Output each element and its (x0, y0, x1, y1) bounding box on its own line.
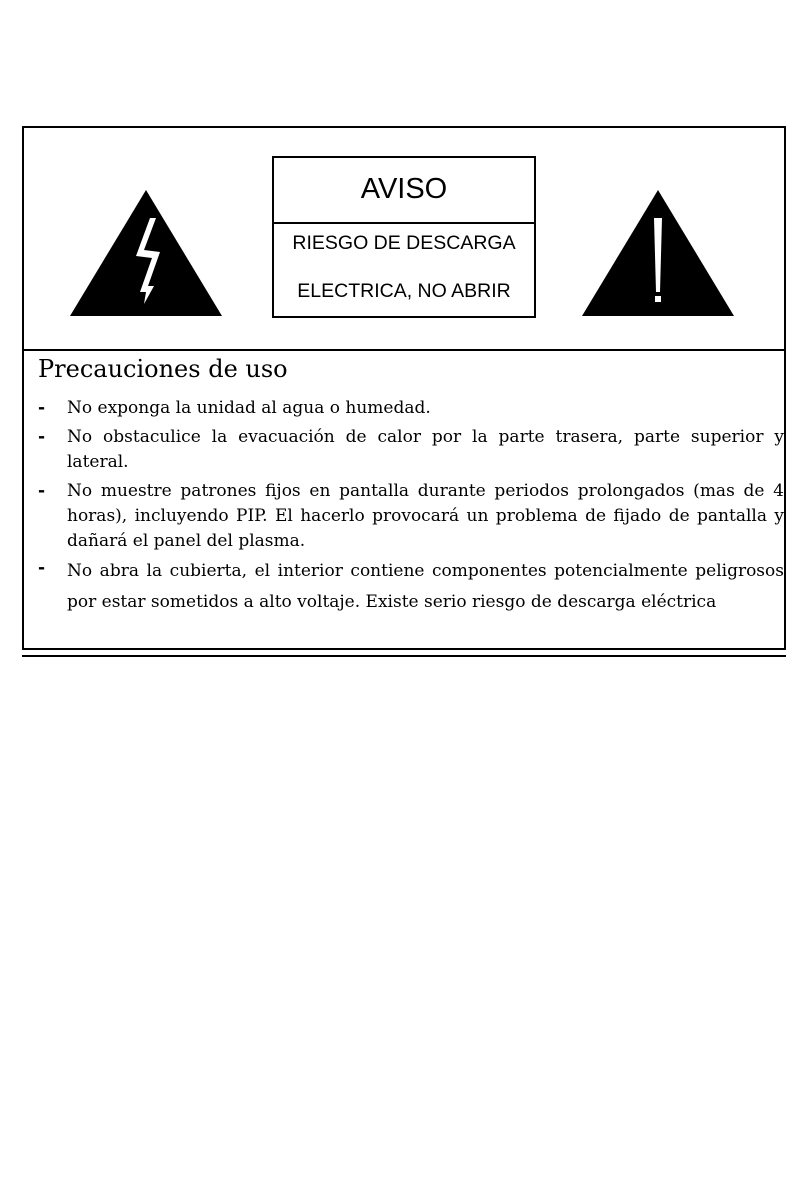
frame-divider (22, 349, 786, 351)
exclamation-warning-icon (580, 188, 736, 318)
frame-bottom-rule (22, 648, 786, 650)
precautions-heading: Precauciones de uso (38, 355, 288, 383)
list-item (38, 556, 784, 618)
warning-line-1: RIESGO DE DESCARGA (292, 232, 516, 254)
precautions-list (38, 396, 784, 622)
bullet-dash: - (38, 398, 46, 418)
precaution-text: No obstaculice la evacuación de calor por la parte trasera, parte superior y lateral. (67, 427, 784, 472)
precaution-text: No exponga la unidad al agua o humedad. (67, 398, 431, 418)
frame-bottom-double-rule (22, 655, 786, 657)
warning-title: AVISO (274, 158, 534, 224)
list-item (38, 479, 784, 554)
bullet-dash: - (38, 481, 46, 501)
precaution-text: No muestre patrones fijos en pantalla durante periodos prolongados (mas de 4 horas), incluyendo PIP. El hacerlo provocará un problema de fijado de pantalla y dañará el panel del plasma. (67, 481, 784, 551)
lightning-bolt-warning-icon (68, 188, 224, 318)
list-item (38, 396, 784, 421)
warning-label-box (272, 156, 536, 318)
precaution-text: No abra la cubierta, el interior contiene componentes potencialmente peligrosos por estar sometidos a alto voltaje. Existe serio riesgo de descarga eléctrica (67, 561, 784, 612)
bullet-dash: - (38, 558, 46, 578)
list-item (38, 425, 784, 475)
bullet-dash: - (38, 427, 46, 447)
warning-line-2: ELECTRICA, NO ABRIR (297, 280, 511, 302)
